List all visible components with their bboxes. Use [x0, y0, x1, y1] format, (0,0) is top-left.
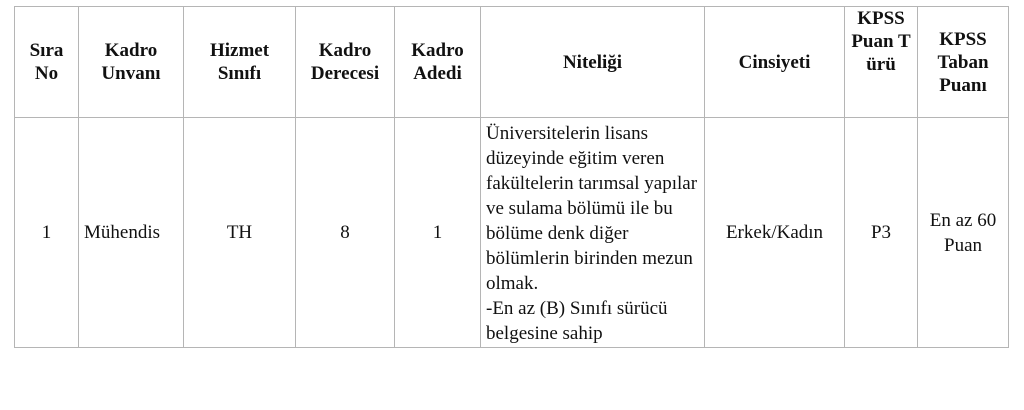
- header-cinsiyeti: Cinsiyeti: [705, 7, 845, 118]
- cell-cinsiyeti: Erkek/Kadın: [705, 118, 845, 348]
- cell-kadro-adedi: 1: [395, 118, 481, 348]
- job-table-container: [14, 6, 1008, 348]
- cell-kadro-unvani: Mühendis: [79, 118, 184, 348]
- cell-kpss-puan-turu: P3: [845, 118, 918, 348]
- table-row: [15, 118, 1009, 348]
- header-sira-no: Sıra No: [15, 7, 79, 118]
- header-hizmet-sinifi: Hizmet Sınıfı: [184, 7, 296, 118]
- header-kpss-puan-turu: KPSS Puan Türü: [845, 7, 918, 118]
- header-row: [15, 7, 1009, 118]
- job-table: [14, 6, 1009, 348]
- header-niteligi: Niteliği: [481, 7, 705, 118]
- header-kpss-taban-puani: KPSS Taban Puanı: [918, 7, 1009, 118]
- header-kadro-adedi: Kadro Adedi: [395, 7, 481, 118]
- cell-kadro-derecesi: 8: [296, 118, 395, 348]
- header-kadro-unvani: Kadro Unvanı: [79, 7, 184, 118]
- cell-hizmet-sinifi: TH: [184, 118, 296, 348]
- cell-sira-no: 1: [15, 118, 79, 348]
- header-kadro-derecesi: Kadro Derecesi: [296, 7, 395, 118]
- cell-kpss-taban-puani: En az 60 Puan: [918, 118, 1009, 348]
- cell-niteligi: Üniversitelerin lisans düzeyinde eğitim veren fakültelerin tarımsal yapılar ve sulama bölümü ile bu bölüme denk diğer bölümlerin birinden mezun olmak. -En az (B) Sınıfı sürücü belgesine sahip: [481, 118, 705, 348]
